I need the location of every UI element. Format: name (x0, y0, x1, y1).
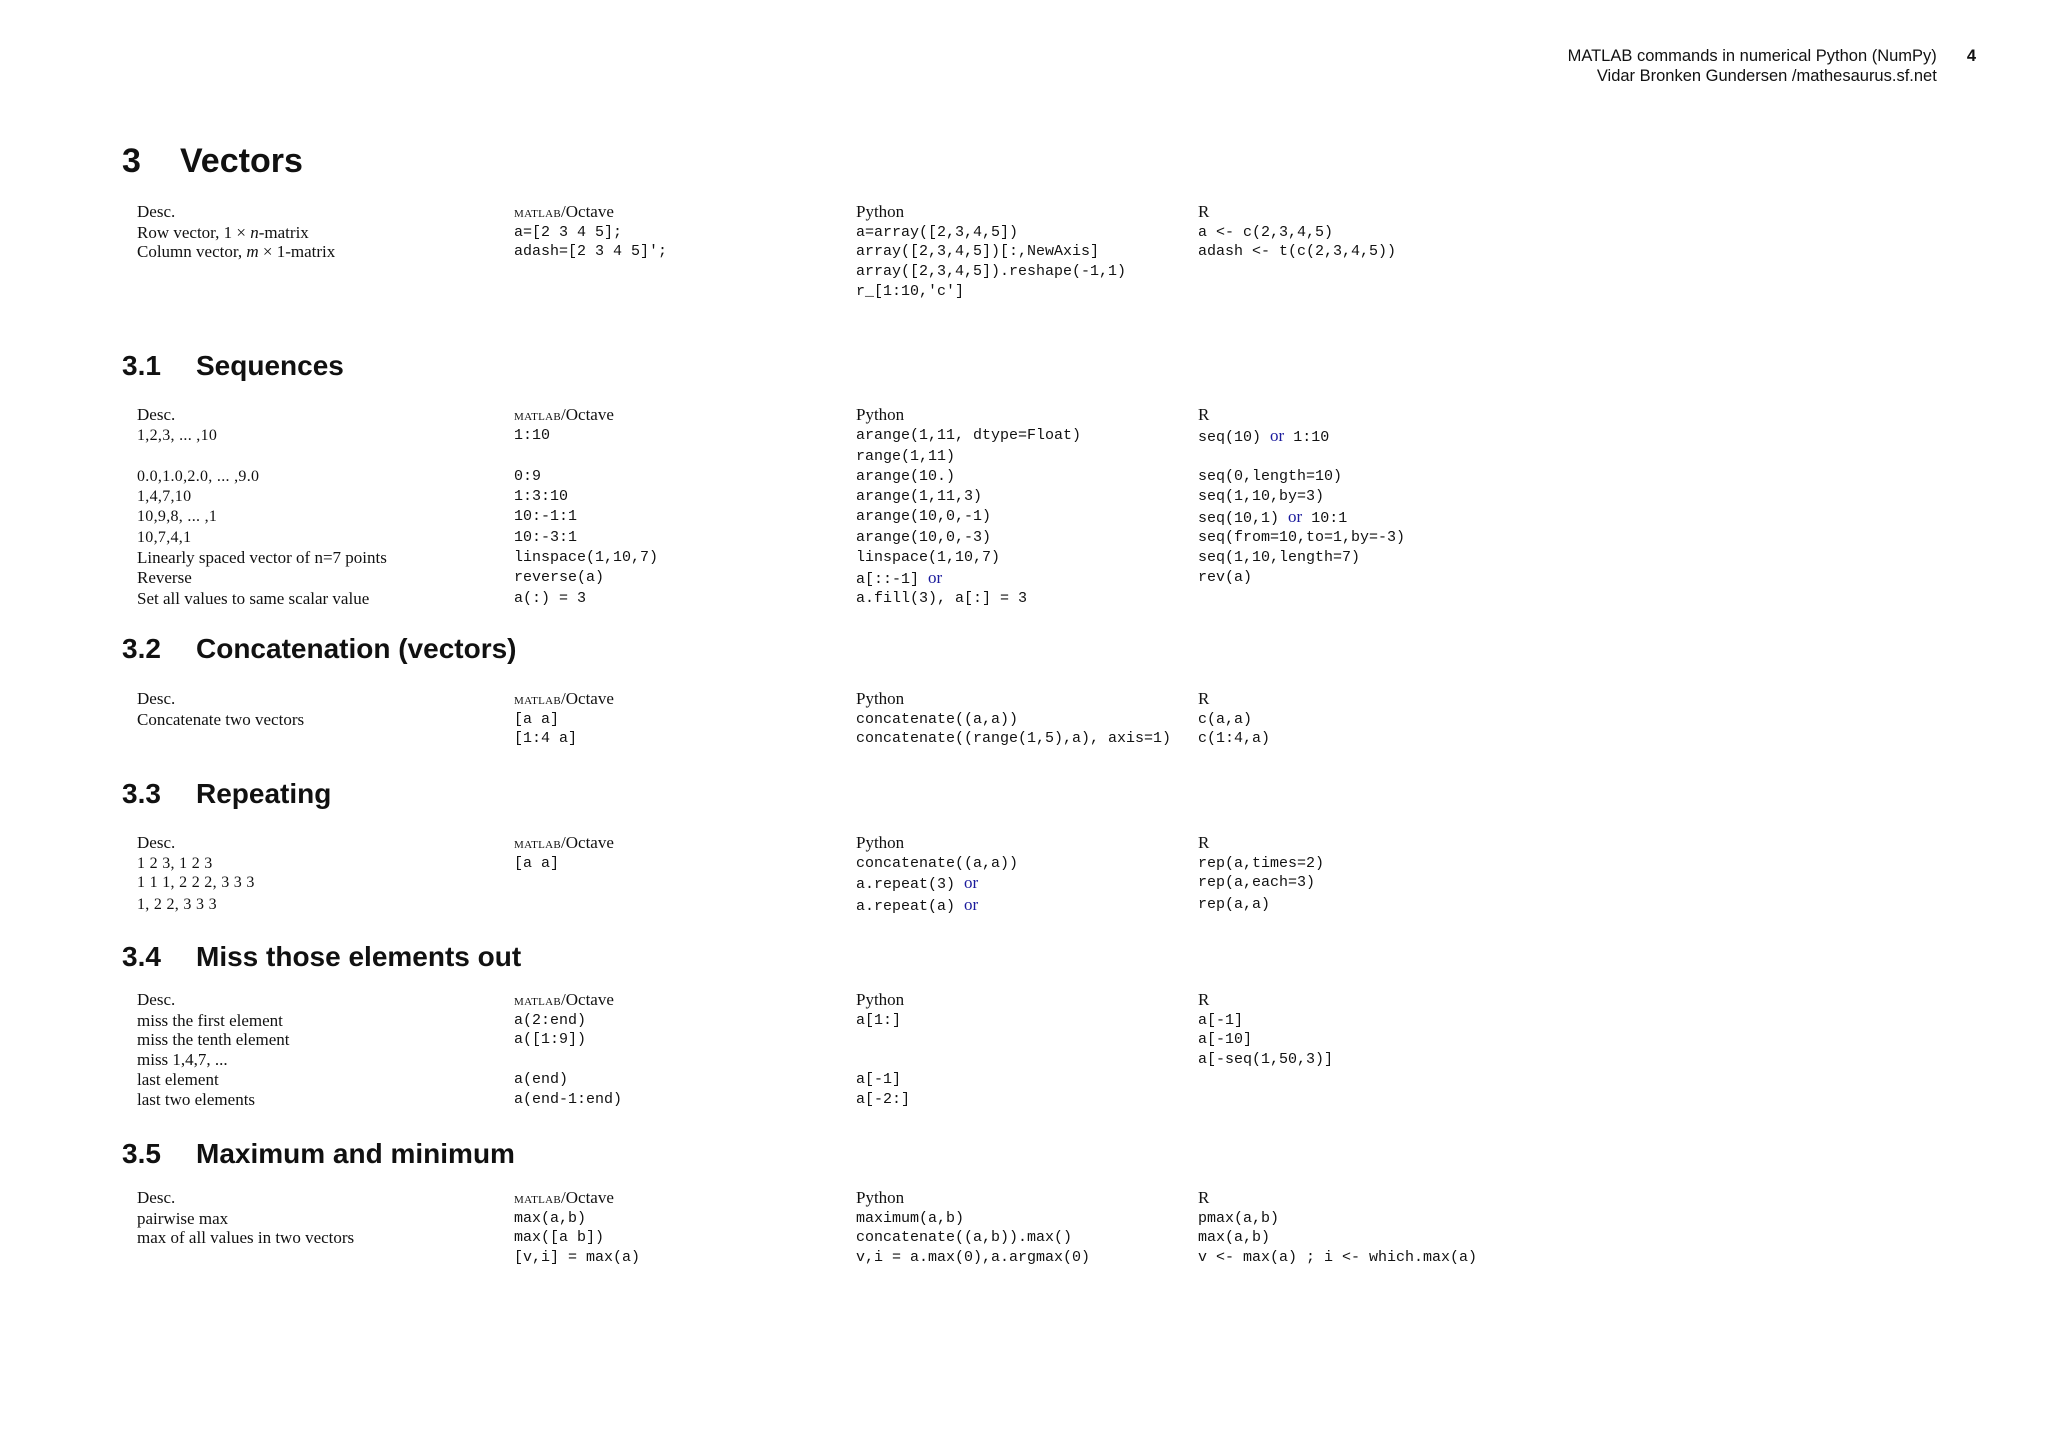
or-connector: or (1288, 506, 1303, 526)
desc-variable: m (246, 242, 259, 262)
python-cell: concatenate((a,a)) (856, 854, 1019, 872)
table-row (137, 854, 1538, 874)
python-cell (856, 873, 1198, 895)
matlab-cell (514, 262, 856, 282)
section-heading (122, 1138, 515, 1170)
python-cell: a[-1] (856, 1070, 902, 1088)
table-row (137, 528, 1538, 548)
page-header (1568, 46, 1976, 86)
table-row (137, 729, 1538, 749)
table-row (137, 426, 1538, 448)
col-header-matlab (514, 1188, 856, 1209)
python-cell: arange(1,11,3) (856, 487, 983, 505)
matlab-cell: 10:-1:1 (514, 507, 578, 525)
col-header-r: R (1198, 1188, 1210, 1207)
table-row (137, 1050, 1538, 1070)
python-cell (856, 1050, 1198, 1070)
python-cell: concatenate((range(1,5),a), axis=1) (856, 730, 1172, 748)
r-cell: v <- max(a) ; i <- which.max(a) (1198, 1249, 1478, 1267)
desc-cell: 1 1 1, 2 2 2, 3 3 3 (137, 874, 255, 892)
section-heading (122, 633, 517, 665)
r-cell (1198, 1070, 1538, 1090)
r-cell: seq(1,10,length=7) (1198, 548, 1361, 566)
col-header-matlab (514, 202, 856, 223)
table-row (137, 242, 1538, 262)
matlab-cell: 1:10 (514, 426, 551, 444)
command-table (137, 202, 1538, 302)
matlab-cell: a(2:end) (514, 1011, 587, 1029)
table-header-row (137, 405, 1538, 426)
table-header-row (137, 1188, 1538, 1209)
desc-cell: Linearly spaced vector of n=7 points (137, 547, 387, 567)
octave-label: /Octave (561, 689, 614, 708)
matlab-cell: reverse(a) (514, 568, 605, 586)
col-header-python: Python (856, 1188, 905, 1207)
python-cell: r_[1:10,'c'] (856, 282, 965, 300)
section-title: Concatenation (vectors) (196, 633, 517, 664)
section-heading (122, 778, 331, 810)
desc-cell: 10,7,4,1 (137, 529, 192, 547)
python-cell: array([2,3,4,5]).reshape(-1,1) (856, 263, 1127, 281)
octave-label: /Octave (561, 833, 614, 852)
r-cell (1198, 589, 1538, 609)
section-title: Maximum and minimum (196, 1138, 515, 1169)
matlab-cell: [a a] (514, 710, 560, 728)
r-cell (1198, 507, 1538, 529)
matlab-cell: a=[2 3 4 5]; (514, 223, 623, 241)
matlab-cell: a(end-1:end) (514, 1090, 623, 1108)
desc-cell: 0.0,1.0,2.0, ... ,9.0 (137, 468, 260, 486)
desc-cell (137, 242, 514, 262)
matlab-smallcaps: matlab (514, 204, 562, 221)
matlab-cell: 1:3:10 (514, 487, 569, 505)
octave-label: /Octave (561, 405, 614, 424)
desc-text: Column vector, (137, 242, 247, 262)
python-cell: concatenate((a,a)) (856, 710, 1019, 728)
r-cell (1198, 282, 1538, 302)
command-table (137, 689, 1538, 749)
python-cell: arange(10.) (856, 468, 956, 486)
matlab-smallcaps: matlab (514, 691, 562, 708)
section-number: 3.3 (122, 778, 161, 809)
table-row (137, 1030, 1538, 1050)
r-cell: a[-seq(1,50,3)] (1198, 1051, 1334, 1069)
col-header-matlab (514, 833, 856, 854)
octave-label: /Octave (561, 990, 614, 1009)
table-row (137, 1011, 1538, 1031)
table-row (137, 1248, 1538, 1268)
python-cell: concatenate((a,b)).max() (856, 1229, 1073, 1247)
matlab-cell (514, 1050, 856, 1070)
matlab-cell (514, 282, 856, 302)
r-cell: a[-1] (1198, 1011, 1244, 1029)
table-header-row (137, 202, 1538, 223)
section-heading (122, 350, 344, 382)
table-row (137, 548, 1538, 568)
python-cell: a[1:] (856, 1011, 902, 1029)
matlab-cell: [a a] (514, 854, 560, 872)
r-cell (1198, 447, 1538, 467)
desc-cell: 1,2,3, ... ,10 (137, 426, 218, 444)
desc-cell: last element (137, 1069, 219, 1089)
section-heading (122, 941, 521, 973)
matlab-cell (514, 873, 856, 895)
matlab-cell: a(end) (514, 1070, 569, 1088)
col-header-desc: Desc. (137, 833, 176, 852)
r-cell: seq(from=10,to=1,by=-3) (1198, 529, 1406, 547)
desc-cell (137, 262, 514, 282)
or-connector: or (928, 567, 943, 587)
table-row (137, 710, 1538, 730)
col-header-desc: Desc. (137, 202, 176, 221)
table-row (137, 568, 1538, 590)
col-header-r: R (1198, 833, 1210, 852)
col-header-python: Python (856, 990, 905, 1009)
matlab-smallcaps: matlab (514, 835, 562, 852)
table-row (137, 1090, 1538, 1110)
desc-cell: max of all values in two vectors (137, 1228, 355, 1248)
python-cell (856, 568, 1198, 590)
col-header-desc: Desc. (137, 1188, 176, 1207)
section-number: 3.4 (122, 941, 161, 972)
or-connector: or (964, 873, 979, 893)
matlab-cell: max(a,b) (514, 1209, 587, 1227)
r-code: seq(10) (1198, 428, 1262, 446)
command-table (137, 990, 1538, 1109)
desc-cell: miss the first element (137, 1010, 283, 1030)
section-title: Sequences (196, 350, 344, 381)
matlab-cell: [1:4 a] (514, 730, 578, 748)
r-cell (1198, 262, 1538, 282)
col-header-desc: Desc. (137, 405, 176, 424)
section-number: 3.1 (122, 350, 161, 381)
matlab-cell: [v,i] = max(a) (514, 1249, 641, 1267)
desc-cell: 10,9,8, ... ,1 (137, 507, 218, 525)
table-row (137, 1070, 1538, 1090)
section-heading (122, 142, 303, 181)
desc-cell: Concatenate two vectors (137, 709, 305, 729)
section-title: Repeating (196, 778, 332, 809)
matlab-cell: linspace(1,10,7) (514, 548, 659, 566)
section-number: 3.5 (122, 1138, 161, 1169)
table-header-row (137, 833, 1538, 854)
document-title: MATLAB commands in numerical Python (NumPy) (1567, 47, 1937, 65)
col-header-r: R (1198, 689, 1210, 708)
r-cell: max(a,b) (1198, 1229, 1271, 1247)
matlab-cell (514, 447, 856, 467)
desc-cell: last two elements (137, 1089, 256, 1109)
python-cell: a=array([2,3,4,5]) (856, 223, 1019, 241)
col-header-r: R (1198, 405, 1210, 424)
table-row (137, 282, 1538, 302)
command-table (137, 405, 1538, 609)
r-cell: seq(1,10,by=3) (1198, 487, 1325, 505)
desc-cell: miss 1,4,7, ... (137, 1050, 228, 1070)
table-row (137, 1209, 1538, 1229)
desc-cell (137, 447, 514, 467)
table-row (137, 873, 1538, 895)
r-code: 1:10 (1293, 428, 1330, 446)
col-header-matlab (514, 405, 856, 426)
section-number: 3 (122, 142, 141, 180)
octave-label: /Octave (561, 202, 614, 221)
col-header-matlab (514, 689, 856, 710)
python-cell: linspace(1,10,7) (856, 548, 1001, 566)
table-row (137, 262, 1538, 282)
python-cell: arange(10,0,-3) (856, 529, 992, 547)
python-code: a.repeat(a) (856, 898, 956, 916)
python-cell: arange(10,0,-1) (856, 507, 992, 525)
desc-cell (137, 729, 514, 749)
table-row (137, 467, 1538, 487)
matlab-cell: adash=[2 3 4 5]'; (514, 243, 668, 261)
table-row (137, 223, 1538, 243)
table-row (137, 1228, 1538, 1248)
matlab-smallcaps: matlab (514, 1190, 562, 1207)
col-header-python: Python (856, 405, 905, 424)
page-number: 4 (1966, 47, 1976, 65)
python-cell: arange(1,11, dtype=Float) (856, 426, 1082, 444)
table-header-row (137, 990, 1538, 1011)
python-cell: a[-2:] (856, 1090, 911, 1108)
r-cell: rev(a) (1198, 568, 1253, 586)
table-row (137, 507, 1538, 529)
col-header-r: R (1198, 990, 1210, 1009)
desc-cell: Reverse (137, 567, 192, 587)
col-header-python: Python (856, 689, 905, 708)
python-code: a.repeat(3) (856, 876, 956, 894)
desc-cell: miss the tenth element (137, 1030, 290, 1050)
table-row (137, 487, 1538, 507)
r-cell: c(a,a) (1198, 710, 1253, 728)
r-code: 10:1 (1311, 509, 1348, 527)
table-row (137, 589, 1538, 609)
command-table (137, 1188, 1538, 1268)
r-cell: a <- c(2,3,4,5) (1198, 223, 1334, 241)
desc-cell: pairwise max (137, 1208, 229, 1228)
r-cell: rep(a,each=3) (1198, 874, 1316, 892)
python-cell: a.fill(3), a[:] = 3 (856, 590, 1028, 608)
col-header-desc: Desc. (137, 689, 176, 708)
desc-cell (137, 282, 514, 302)
matlab-cell: 0:9 (514, 468, 542, 486)
desc-cell (137, 1248, 514, 1268)
col-header-python: Python (856, 202, 905, 221)
octave-label: /Octave (561, 1188, 614, 1207)
section-title: Vectors (180, 142, 303, 180)
r-cell (1198, 1090, 1538, 1110)
r-cell: c(1:4,a) (1198, 730, 1271, 748)
section-title: Miss those elements out (196, 941, 522, 972)
col-header-matlab (514, 990, 856, 1011)
col-header-python: Python (856, 833, 905, 852)
desc-cell (137, 223, 514, 243)
section-number: 3.2 (122, 633, 161, 664)
r-cell (1198, 426, 1538, 448)
document-author: Vidar Bronken Gundersen /mathesaurus.sf.net (1596, 67, 1937, 85)
python-cell: array([2,3,4,5])[:,NewAxis] (856, 243, 1100, 261)
or-connector: or (1270, 425, 1285, 445)
desc-cell: 1,4,7,10 (137, 487, 192, 505)
matlab-cell: a([1:9]) (514, 1031, 587, 1049)
desc-variable: n (250, 222, 259, 242)
desc-cell: 1, 2 2, 3 3 3 (137, 896, 217, 914)
python-cell: v,i = a.max(0),a.argmax(0) (856, 1249, 1091, 1267)
matlab-cell: max([a b]) (514, 1229, 605, 1247)
python-cell (856, 895, 1198, 917)
r-cell: adash <- t(c(2,3,4,5)) (1198, 243, 1397, 261)
matlab-cell: a(:) = 3 (514, 590, 587, 608)
desc-text: × 1-matrix (258, 242, 336, 262)
r-cell: pmax(a,b) (1198, 1209, 1280, 1227)
col-header-r: R (1198, 202, 1210, 221)
col-header-desc: Desc. (137, 990, 176, 1009)
table-header-row (137, 689, 1538, 710)
python-cell: range(1,11) (856, 448, 956, 466)
command-table (137, 833, 1538, 917)
header-lines (1568, 46, 1937, 86)
desc-text: Row vector, 1 × (137, 222, 251, 242)
r-cell: a[-10] (1198, 1031, 1253, 1049)
matlab-cell: 10:-3:1 (514, 529, 578, 547)
python-cell (856, 1030, 1198, 1050)
desc-cell: Set all values to same scalar value (137, 589, 370, 609)
desc-cell: 1 2 3, 1 2 3 (137, 854, 213, 872)
table-row (137, 447, 1538, 467)
r-cell: rep(a,times=2) (1198, 854, 1325, 872)
r-cell: seq(0,length=10) (1198, 468, 1343, 486)
table-row (137, 895, 1538, 917)
desc-text: -matrix (258, 222, 309, 242)
python-code: a[::-1] (856, 570, 920, 588)
r-code: seq(10,1) (1198, 509, 1280, 527)
matlab-cell (514, 895, 856, 917)
matlab-smallcaps: matlab (514, 407, 562, 424)
or-connector: or (964, 895, 979, 915)
r-cell: rep(a,a) (1198, 896, 1271, 914)
python-cell: maximum(a,b) (856, 1209, 965, 1227)
matlab-smallcaps: matlab (514, 992, 562, 1009)
